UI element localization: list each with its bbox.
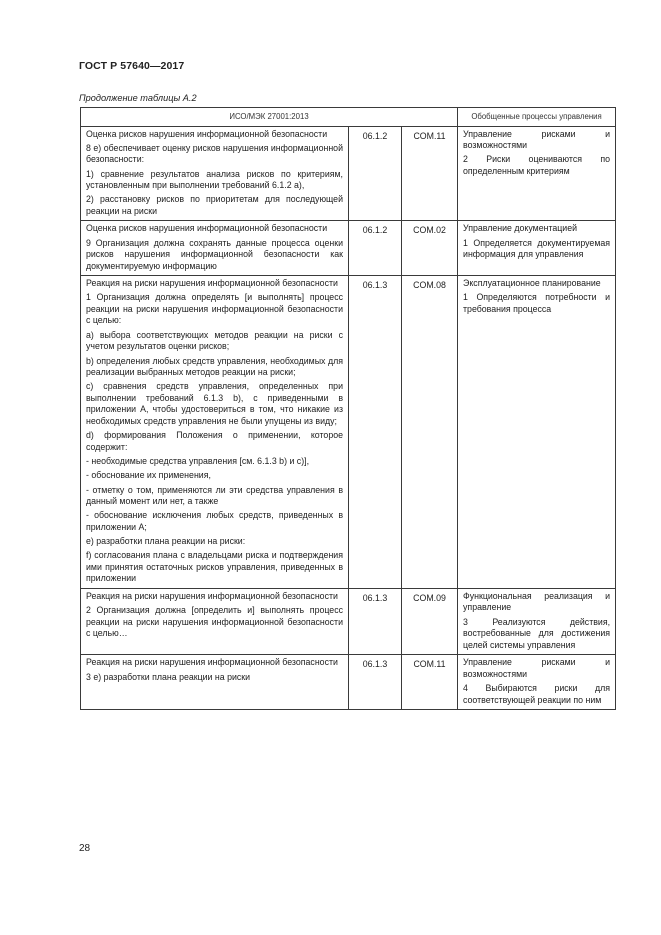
process-code-cell: COM.02 [402, 221, 458, 276]
requirement-paragraph: 3 е) разработки плана реакции на риски [86, 671, 251, 682]
process-code-cell: COM.11 [402, 126, 458, 221]
column-header-processes: Обобщенные процессы управления [458, 108, 616, 127]
table-row [81, 276, 616, 589]
clause-cell: 06.1.3 [349, 276, 402, 589]
process-cell [458, 655, 616, 710]
clause-cell: 06.1.3 [349, 655, 402, 710]
process-paragraph: 3 Реализуются действия, востребованные для достижения целей системы управления [463, 616, 611, 650]
process-code-cell: COM.09 [402, 588, 458, 654]
requirement-paragraph: а) выбора соответствующих методов реакции на риски с учетом результатов оценки рисков; [86, 329, 343, 352]
requirement-cell [81, 276, 349, 589]
process-paragraph: Функциональная реализация и управление [463, 590, 611, 613]
requirement-paragraph: 2) расстановку рисков по приоритетам для последующей реакции на риски [86, 194, 343, 216]
page-number: 28 [79, 843, 91, 854]
requirement-paragraph: 8 е) обеспечивает оценку рисков нарушения информационной безопасности: [86, 142, 343, 165]
requirement-paragraph: Реакция на риски нарушения информационной безопасности [86, 278, 338, 289]
requirement-paragraph: - необходимые средства управления [см. 6.1.3 b) и с)], [86, 455, 310, 466]
process-paragraph: Управление рисками и возможностями [463, 657, 611, 679]
process-cell [458, 276, 616, 589]
requirement-paragraph: b) определения любых средств управления, необходимых для реализации выбранных методов реакции на риски; [86, 355, 343, 378]
process-code-cell: COM.11 [402, 655, 458, 710]
table-body [81, 126, 616, 710]
process-paragraph: Управление рисками и возможностями [463, 128, 611, 150]
mapping-table [80, 107, 616, 710]
requirement-paragraph: 2 Организация должна [определить и] выполнять процесс реакции на риски нарушения информационной безопасности с целью… [86, 605, 343, 639]
table-row [81, 588, 616, 654]
requirement-cell [81, 126, 349, 221]
clause-cell: 06.1.3 [349, 588, 402, 654]
process-cell [458, 126, 616, 221]
requirement-cell [81, 221, 349, 276]
process-paragraph: 1 Определяются потребности и требования процесса [463, 292, 611, 314]
document-code: ГОСТ Р 57640—2017 [79, 60, 185, 72]
requirement-paragraph: Оценка рисков нарушения информационной безопасности [86, 223, 328, 234]
clause-cell: 06.1.2 [349, 221, 402, 276]
requirement-paragraph: - отметку о том, применяются ли эти средства управления в данный момент или нет, а также [86, 484, 343, 507]
process-paragraph: 4 Выбираются риски для соответствующей реакции по ним [463, 683, 611, 705]
process-paragraph: Эксплуатационное планирование [463, 278, 601, 289]
requirement-paragraph: Оценка рисков нарушения информационной безопасности [86, 128, 328, 139]
requirement-cell [81, 588, 349, 654]
requirement-paragraph: е) разработки плана реакции на риски: [86, 536, 246, 547]
process-code-cell: COM.08 [402, 276, 458, 589]
requirement-paragraph: 9 Организация должна сохранять данные процесса оценки рисков нарушения информационной безопасности как документируемую информацию [86, 237, 343, 271]
requirement-paragraph: 1) сравнение результатов анализа рисков по критериям, установленным при выполнении требований 6.1.2 а), [86, 168, 343, 191]
requirement-cell [81, 655, 349, 710]
requirement-paragraph: - обоснование их применения, [86, 470, 211, 481]
table-row [81, 126, 616, 221]
requirement-paragraph: Реакция на риски нарушения информационной безопасности [86, 657, 338, 668]
requirement-paragraph: 1 Организация должна определять [и выполнять] процесс реакции на риски нарушения информационной безопасности с целью: [86, 292, 343, 326]
process-cell [458, 588, 616, 654]
table-header-row [81, 108, 616, 127]
process-paragraph: 2 Риски оцениваются по определенным критериям [463, 154, 611, 176]
requirement-paragraph: с) сравнения средств управления, определенных при выполнении требований 6.1.3 b), с приведенными в приложении А, чтобы удостовериться в том, что никакие из необходимых средств управления не были упущены из виду; [86, 381, 343, 426]
process-cell [458, 221, 616, 276]
process-paragraph: 1 Определяется документируемая информация для управления [463, 237, 611, 260]
table-row [81, 655, 616, 710]
process-paragraph: Управление документацией [463, 223, 578, 234]
requirement-paragraph: f) согласования плана с владельцами риска и подтверждения ими принятия остаточных рисков управления, приведенных в приложении [86, 550, 343, 584]
requirement-paragraph: d) формирования Положения о применении, которое содержит: [86, 430, 343, 452]
table-caption: Продолжение таблицы А.2 [79, 93, 197, 103]
requirement-paragraph: Реакция на риски нарушения информационной безопасности [86, 590, 338, 601]
clause-cell: 06.1.2 [349, 126, 402, 221]
column-header-iso: ИСО/МЭК 27001:2013 [81, 108, 458, 127]
requirement-paragraph: - обоснование исключения любых средств, приведенных в приложении А; [86, 510, 343, 532]
table-row [81, 221, 616, 276]
